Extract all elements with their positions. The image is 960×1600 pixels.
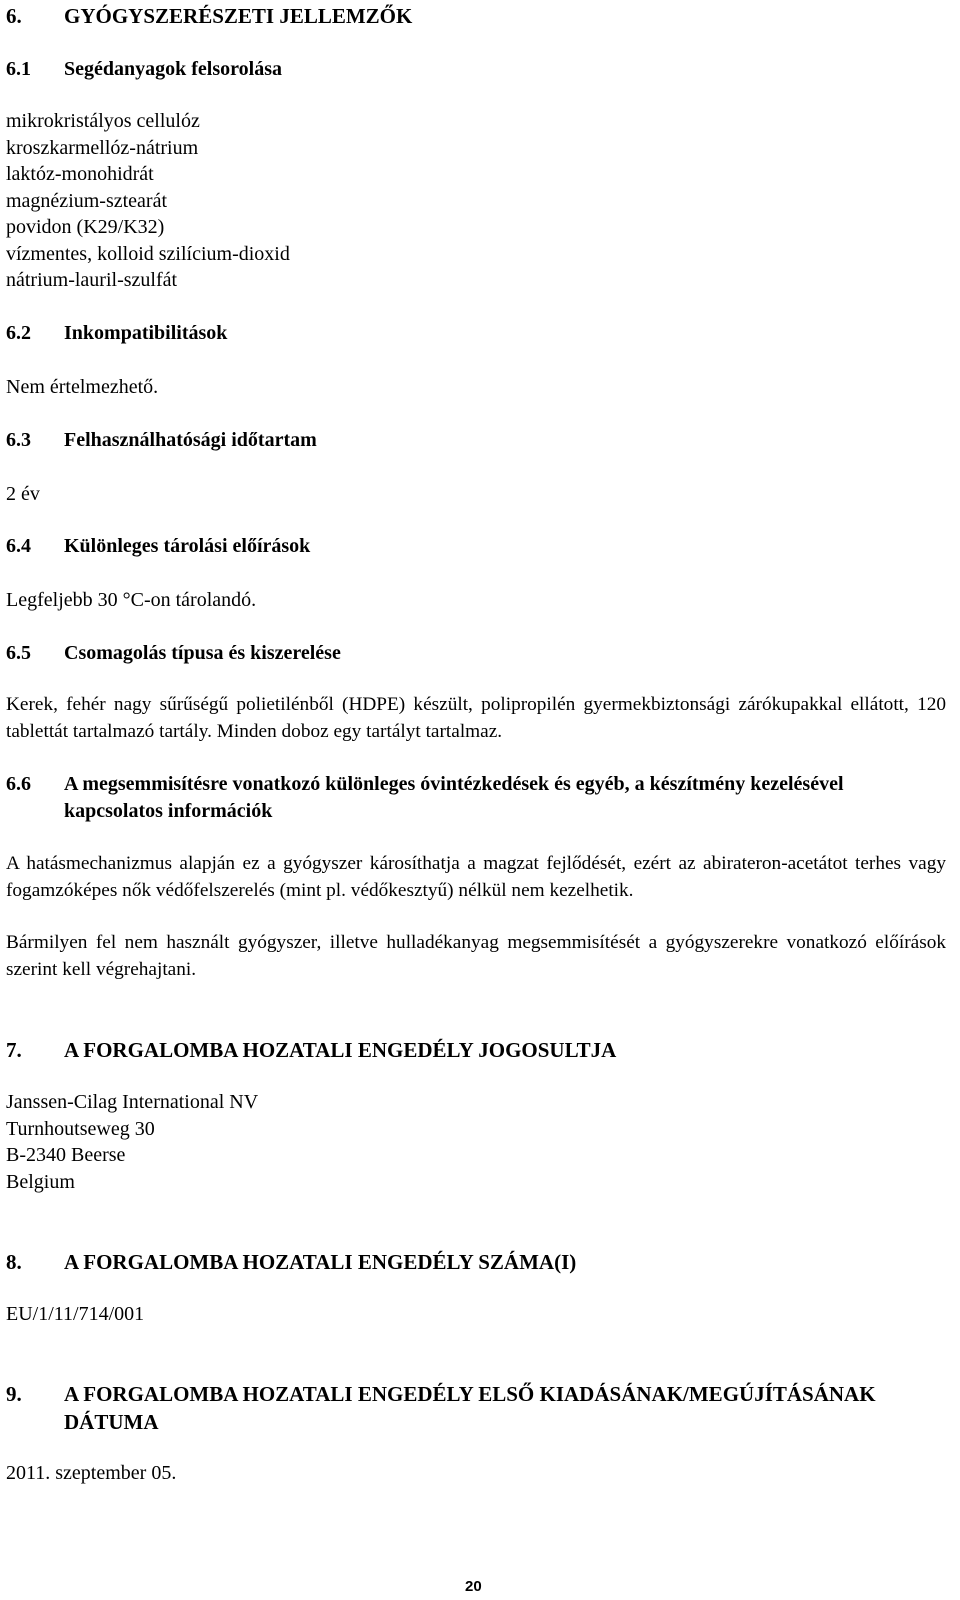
subsection-title: Segédanyagok felsorolása xyxy=(64,58,282,80)
list-item: laktóz-monohidrát xyxy=(6,163,154,185)
authorisation-date: 2011. szeptember 05. xyxy=(6,1462,177,1484)
marketing-holder-address xyxy=(6,1089,258,1195)
subsection-6-4-heading xyxy=(6,533,310,560)
page-number: 20 xyxy=(465,1578,482,1595)
subsection-title: Inkompatibilitások xyxy=(64,322,228,344)
disposal-text: Bármilyen fel nem használt gyógyszer, illetve hulladékanyag megsemmisítését a gyógyszerekre vonatkozó előírások szerint kell végrehajtani. xyxy=(6,932,946,980)
excipient-list xyxy=(6,108,290,294)
list-item: kroszkarmellóz-nátrium xyxy=(6,136,199,159)
section-7-heading xyxy=(6,1036,616,1064)
subsection-title: Felhasználhatósági időtartam xyxy=(64,429,317,451)
subsection-6-5-heading xyxy=(6,640,341,667)
section-number: 9. xyxy=(6,1382,22,1406)
list-item: nátrium-lauril-szulfát xyxy=(6,269,178,291)
subsection-number: 6.3 xyxy=(6,429,31,451)
section-title: A FORGALOMBA HOZATALI ENGEDÉLY JOGOSULTJA xyxy=(64,1038,617,1062)
subsection-6-2-heading xyxy=(6,320,227,347)
address-line: Belgium xyxy=(6,1170,75,1193)
packaging-text: Kerek, fehér nagy sűrűségű polietilénből (HDPE) készült, polipropilén gyermekbiztonsági zárókupakkal ellátott, 120 tablettát tartalmazó tartály. Minden doboz egy tartályt tartalmaz. xyxy=(6,694,946,742)
storage-text: Legfeljebb 30 °C-on tárolandó. xyxy=(6,589,257,611)
subsection-title: A megsemmisítésre vonatkozó különleges óvintézkedések és egyéb, a készítmény kezelésével kapcsolatos információk xyxy=(64,773,844,822)
section-number: 6. xyxy=(6,4,22,28)
subsection-number: 6.2 xyxy=(6,322,31,344)
subsection-6-1-heading xyxy=(6,56,282,83)
section-8-heading xyxy=(6,1248,576,1276)
section-6-heading xyxy=(6,2,412,30)
section-number: 7. xyxy=(6,1038,22,1062)
subsection-number: 6.6 xyxy=(6,773,31,795)
address-line: Janssen-Cilag International NV xyxy=(6,1091,259,1113)
address-line: B-2340 Beerse xyxy=(6,1144,126,1166)
subsection-6-6-heading xyxy=(6,771,946,825)
subsection-title: Különleges tárolási előírások xyxy=(64,535,311,557)
incompatibilities-text: Nem értelmezhető. xyxy=(6,376,159,398)
authorisation-number: EU/1/11/714/001 xyxy=(6,1303,145,1325)
subsection-number: 6.1 xyxy=(6,58,31,80)
subsection-number: 6.4 xyxy=(6,535,31,557)
list-item: povidon (K29/K32) xyxy=(6,216,165,238)
subsection-6-3-heading xyxy=(6,427,317,454)
section-title: A FORGALOMBA HOZATALI ENGEDÉLY ELSŐ KIADÁSÁNAK/MEGÚJÍTÁSÁNAK DÁTUMA xyxy=(64,1382,876,1434)
shelf-life-text: 2 év xyxy=(6,483,40,505)
subsection-title: Csomagolás típusa és kiszerelése xyxy=(64,642,341,664)
list-item: mikrokristályos cellulóz xyxy=(6,110,200,132)
section-9-heading xyxy=(6,1380,946,1436)
address-line: Turnhoutseweg 30 xyxy=(6,1117,155,1140)
section-title: A FORGALOMBA HOZATALI ENGEDÉLY SZÁMA(I) xyxy=(64,1250,577,1274)
list-item: vízmentes, kolloid szilícium-dioxid xyxy=(6,242,290,265)
disposal-warning-text: A hatásmechanizmus alapján ez a gyógyszer károsíthatja a magzat fejlődését, ezért az abirateron-acetátot terhes vagy fogamzóképes nők védőfelszerelés (mint pl. védőkesztyű) nélkül nem kezelhetik. xyxy=(6,853,946,901)
list-item: magnézium-sztearát xyxy=(6,189,168,212)
section-number: 8. xyxy=(6,1250,22,1274)
subsection-number: 6.5 xyxy=(6,642,31,664)
section-title: GYÓGYSZERÉSZETI JELLEMZŐK xyxy=(64,4,413,28)
